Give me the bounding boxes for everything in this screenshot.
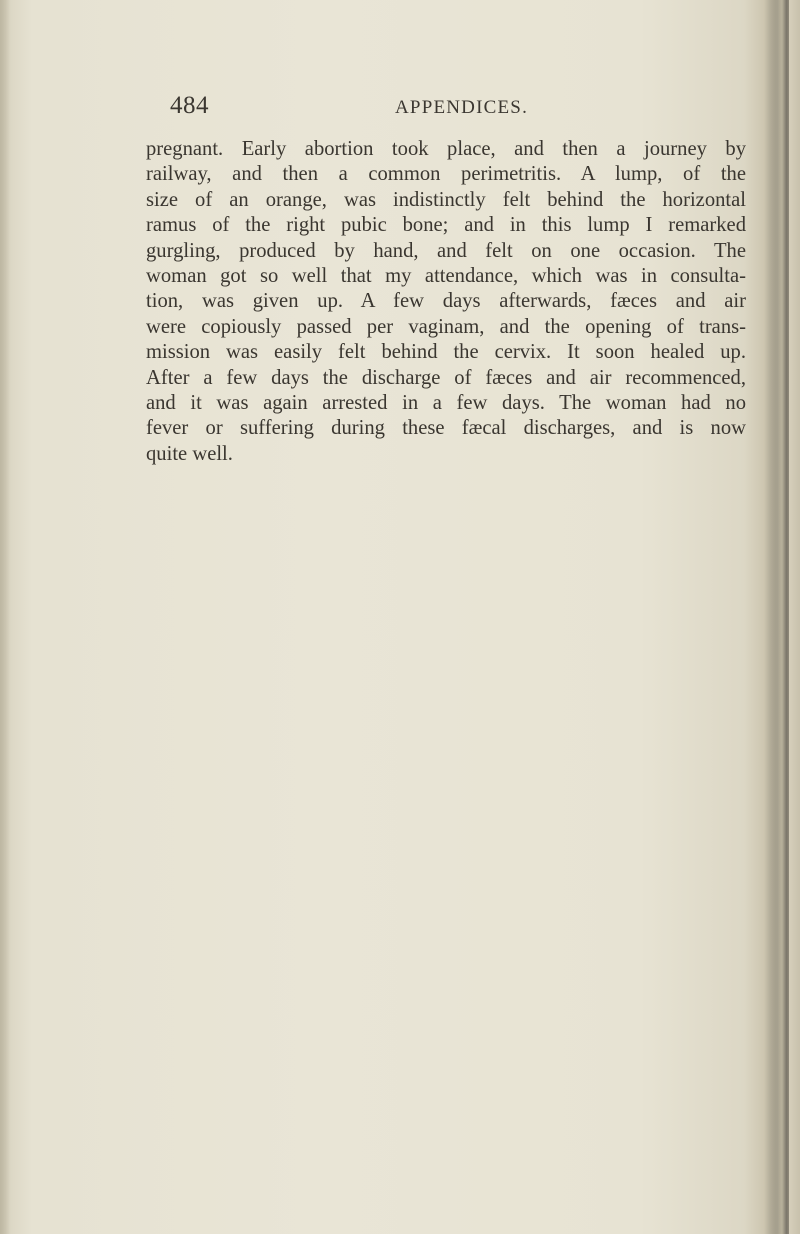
left-page-edge (0, 0, 10, 1234)
text-line: and it was again arrested in a few days. The woman had no (146, 391, 746, 414)
page-header (170, 92, 770, 126)
text-line: were copiously passed per vaginam, and the opening of trans- (146, 315, 746, 338)
right-page-edge (789, 0, 800, 1234)
text-line: pregnant. Early abortion took place, and then a journey by (146, 138, 746, 160)
text-line: fever or suffering during these fæcal discharges, and is now (146, 417, 746, 440)
text-line: ramus of the right pubic bone; and in this lump I remarked (146, 214, 746, 237)
body-paragraph (146, 137, 746, 467)
running-head: APPENDICES. (395, 97, 529, 118)
page-number: 484 (170, 92, 209, 119)
text-line: woman got so well that my attendance, which was in consulta- (146, 264, 746, 287)
text-line: tion, was given up. A few days afterwards, fæces and air (146, 290, 746, 313)
text-line: quite well. (146, 442, 233, 465)
text-line: railway, and then a common perimetritis. A lump, of the (146, 163, 746, 186)
text-line: mission was easily felt behind the cervix. It soon healed up. (146, 341, 746, 364)
text-line: After a few days the discharge of fæces and air recommenced, (146, 366, 746, 389)
text-line: size of an orange, was indistinctly felt behind the horizontal (146, 188, 746, 211)
text-line: gurgling, produced by hand, and felt on one occasion. The (146, 239, 746, 262)
